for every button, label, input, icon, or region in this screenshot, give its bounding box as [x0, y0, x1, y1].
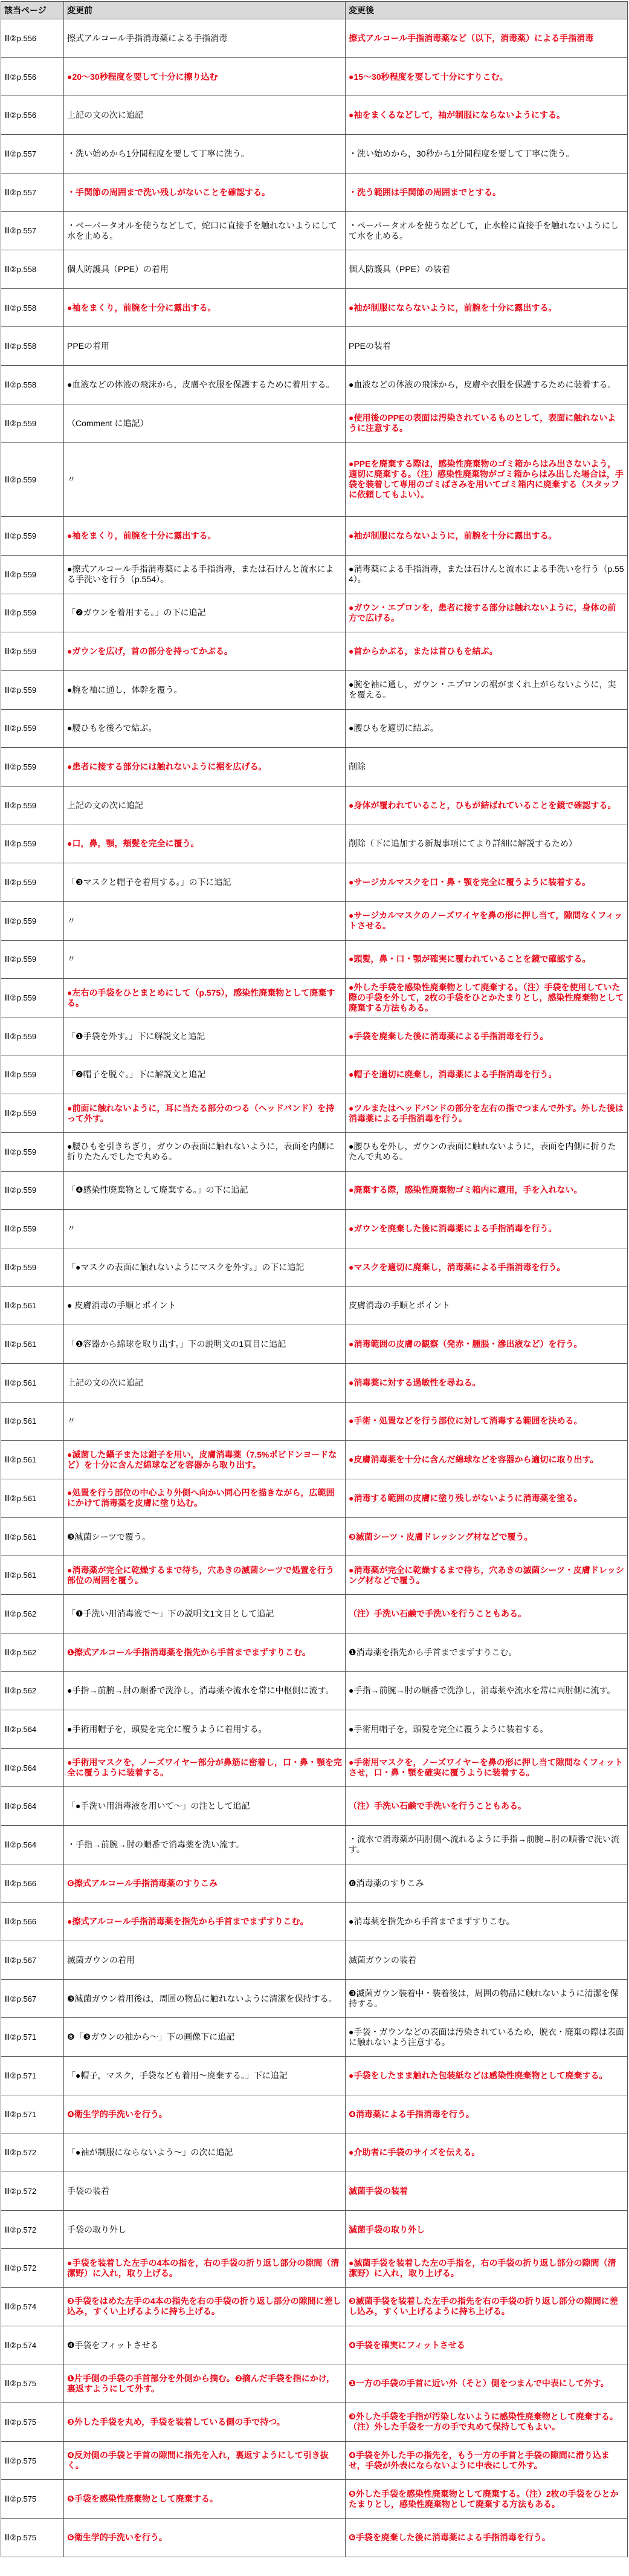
cell-after: （注）手洗い石鹸で手洗いを行うこともある。 [346, 1595, 628, 1634]
cell-page: Ⅲ②p.559 [1, 1210, 64, 1248]
cell-before: 〃 [64, 1402, 346, 1441]
cell-page: Ⅲ②p.564 [1, 1748, 64, 1787]
cell-before: 「❷帽子を脱ぐ。」下に解説文と追記 [64, 1056, 346, 1094]
cell-page: Ⅲ②p.559 [1, 1171, 64, 1210]
table-row [1, 670, 628, 709]
cell-before: ●手袋を装着した左手の4本の指を，右の手袋の折り返し部分の隙間（清潔野）に入れ，取り上げる。 [64, 2249, 346, 2288]
cell-before: ●腰ひもを引きちぎり，ガウンの表面に触れないように，表面を内側に折りたたんでしたで丸める。 [64, 1132, 346, 1171]
cell-page: Ⅲ②p.561 [1, 1517, 64, 1556]
cell-page: Ⅲ②p.559 [1, 940, 64, 979]
cell-after: ●血液などの体液の飛沫から，皮膚や衣服を保護するために装着する。 [346, 366, 628, 404]
cell-before: 「❶手洗い用消毒液で〜」下の説明文1文目として追記 [64, 1595, 346, 1634]
cell-after: （注）手洗い石鹸で手洗いを行うこともある。 [346, 1787, 628, 1826]
cell-after: PPEの装着 [346, 327, 628, 366]
cell-page: Ⅲ②p.559 [1, 1056, 64, 1094]
cell-after: ●PPEを廃棄する際は，感染性廃棄物のゴミ箱からはみ出さないよう，適切に廃棄する。（注）感染性廃棄物がゴミ箱からはみ出した場合は，手袋を装着して専用のゴミばさみを用いてゴミ箱内に廃棄する（スタッフに依頼してもよい）。 [346, 443, 628, 517]
cell-after: ・ペーパータオルを使うなどして，止水栓に直接手を触れないようにして水を止める。 [346, 212, 628, 250]
cell-page: Ⅲ②p.561 [1, 1441, 64, 1479]
cell-after: ❶一方の手袋の手首に近い外（そと）側をつまんで中表にして外す。 [346, 2364, 628, 2403]
cell-before: PPEの着用 [64, 327, 346, 366]
cell-before: ●処置を行う部位の中心より外側へ向かい同心円を描きながら，広範囲にかけて消毒薬を皮膚に塗り込む。 [64, 1479, 346, 1518]
cell-page: Ⅲ②p.564 [1, 1826, 64, 1864]
table-row [1, 1479, 628, 1518]
cell-page: Ⅲ②p.559 [1, 1017, 64, 1056]
cell-page: Ⅲ②p.559 [1, 748, 64, 787]
cell-before: ●前面に触れないように，耳に当たる部分のつる（ヘッドバンド）を持って外す。 [64, 1094, 346, 1133]
cell-after: ●廃棄する際，感染性廃棄物ゴミ箱内に適用，手を入れない。 [346, 1171, 628, 1210]
cell-page: Ⅲ②p.566 [1, 1903, 64, 1941]
table-row [1, 1248, 628, 1286]
cell-page: Ⅲ②p.571 [1, 2018, 64, 2057]
table-row [1, 2210, 628, 2249]
table-row [1, 2057, 628, 2095]
cell-after: ●手指→前腕→肘の順番で洗浄し，消毒薬や流水を常に両肘側に流す。 [346, 1672, 628, 1710]
cell-before: ❸外した手袋を丸め，手袋を装着している側の手で持つ。 [64, 2403, 346, 2442]
cell-before: ・手指→前腕→肘の順番で消毒薬を洗い流す。 [64, 1826, 346, 1864]
cell-before: ●滅菌した鑷子または鉗子を用い，皮膚消毒薬（7.5%ポビドンヨードなど）を十分に含んだ綿球などを容器から取り出す。 [64, 1441, 346, 1479]
table-row [1, 1941, 628, 1980]
cell-after: ❸滅菌シーツ・皮膚ドレッシング材などで覆う。 [346, 1517, 628, 1556]
table-row [1, 786, 628, 825]
table-row [1, 1787, 628, 1826]
table-row [1, 863, 628, 902]
cell-before: ●擦式アルコール手指消毒薬による手指消毒，または石けんと流水による手洗いを行う（p.554）。 [64, 555, 346, 594]
cell-after: ●ガウン・エプロンを，患者に接する部分は触れないように，身体の前方で広げる。 [346, 594, 628, 632]
cell-page: Ⅲ②p.561 [1, 1479, 64, 1518]
table-row [1, 1210, 628, 1248]
table-row [1, 288, 628, 327]
cell-after: ●腰ひもを外し，ガウンの表面に触れないように，表面を内側に折りたたんで丸める。 [346, 1132, 628, 1171]
cell-before: ●擦式アルコール手指消毒薬を指先から手首までまずすりこむ。 [64, 1903, 346, 1941]
cell-page: Ⅲ②p.558 [1, 250, 64, 289]
cell-after: ❻手袋を廃棄した後に消毒薬による手指消毒を行う。 [346, 2519, 628, 2557]
cell-before: ❸手袋をはめた左手の4本の指先を右の手袋の折り返し部分の隙間に差し込み，すくい上げるように持ち上げる。 [64, 2288, 346, 2326]
cell-after: ❸外した手袋を手指が汚染しないように感染性廃棄物として廃棄する。（注）外した手袋を一方の手で丸めて保持してもよい。 [346, 2403, 628, 2442]
cell-before: 「❹感染性廃棄物として廃棄する。」の下に追記 [64, 1171, 346, 1210]
table-row [1, 1094, 628, 1133]
cell-after: 滅菌手袋の装着 [346, 2172, 628, 2211]
cell-after: ・洗う範囲は手関節の周囲までとする。 [346, 173, 628, 212]
table-row [1, 1633, 628, 1672]
cell-page: Ⅲ②p.566 [1, 1864, 64, 1903]
cell-after: ●サージカルマスクのノーズワイヤを鼻の形に押し当て，隙間なくフィットさせる。 [346, 901, 628, 940]
table-row [1, 709, 628, 748]
table-row [1, 1864, 628, 1903]
cell-after: ●使用後のPPEの表面は汚染されているものとして，表面に触れないように注意する。 [346, 404, 628, 443]
cell-after: 擦式アルコール手指消毒薬など（以下，消毒薬）による手指消毒 [346, 19, 628, 58]
table-row [1, 1132, 628, 1171]
table-row [1, 979, 628, 1017]
table-row [1, 1363, 628, 1402]
cell-after: 皮膚消毒の手順とポイント [346, 1286, 628, 1325]
table-row [1, 555, 628, 594]
cell-page: Ⅲ②p.564 [1, 1787, 64, 1826]
table-row [1, 443, 628, 517]
table-row [1, 1325, 628, 1364]
cell-after: ●ガウンを廃棄した後に消毒薬による手指消毒を行う。 [346, 1210, 628, 1248]
cell-page: Ⅲ②p.559 [1, 979, 64, 1017]
cell-before: 上記の文の次に追記 [64, 96, 346, 135]
cell-before: ❽「❸ガウンの袖から〜」下の画像下に追記 [64, 2018, 346, 2057]
table-row [1, 2364, 628, 2403]
cell-after: ❶消毒薬を指先から手首までまずすりこむ。 [346, 1633, 628, 1672]
cell-before: 「❶手袋を外す。」下に解説文と追記 [64, 1017, 346, 1056]
cell-after: ●消毒薬に対する過敏性を尋ねる。 [346, 1363, 628, 1402]
header-page: 該当ページ [1, 2, 64, 19]
cell-page: Ⅲ②p.559 [1, 404, 64, 443]
table-row [1, 2095, 628, 2133]
cell-before: ●消毒薬が完全に乾燥するまで待ち，穴あきの滅菌シーツで処置を行う部位の周囲を覆う。 [64, 1556, 346, 1595]
table-row [1, 901, 628, 940]
cell-after: ●帽子を適切に廃棄し，消毒薬による手指消毒を行う。 [346, 1056, 628, 1094]
cell-before: ❸滅菌シーツで覆う。 [64, 1517, 346, 1556]
cell-before: ● 皮膚消毒の手順とポイント [64, 1286, 346, 1325]
cell-page: Ⅲ②p.562 [1, 1672, 64, 1710]
cell-after: ●袖をまくるなどして，袖が制服にならないようにする。 [346, 96, 628, 135]
cell-page: Ⅲ②p.575 [1, 2441, 64, 2480]
cell-before: ❹手袋をフィットさせる [64, 2326, 346, 2364]
cell-after: ❹手袋を外した手の指先を，もう一方の手首と手袋の隙間に滑り込ませ，手袋が外表にならないように中表にして外す。 [346, 2441, 628, 2480]
table-row [1, 1710, 628, 1749]
cell-after: ●腕を袖に通し，ガウン・エプロンの裾がまくれ上がらないように，実を覆える。 [346, 670, 628, 709]
header-row [1, 2, 628, 19]
cell-after: ●外した手袋を感染性廃棄物として廃棄する。（注）手袋を使用していた際の手袋を外して，2枚の手袋をひとかたまりとし，感染性廃棄物として廃棄する方法もある。 [346, 979, 628, 1017]
cell-before: ❹反対側の手袋と手首の隙間に指先を入れ，裏返すようにして引き抜く。 [64, 2441, 346, 2480]
cell-page: Ⅲ②p.572 [1, 2133, 64, 2172]
cell-after: ●頭髪，鼻・口・顎が確実に覆われていることを鏡で確認する。 [346, 940, 628, 979]
cell-after: ●袖が制服にならないように，前腕を十分に露出する。 [346, 288, 628, 327]
cell-page: Ⅲ②p.558 [1, 327, 64, 366]
cell-after: ●首からかぶる，または首ひもを結ぶ。 [346, 632, 628, 671]
cell-page: Ⅲ②p.567 [1, 1941, 64, 1980]
cell-page: Ⅲ②p.556 [1, 96, 64, 135]
cell-before: ❶擦式アルコール手指消毒薬を指先から手首までまずすりこむ。 [64, 1633, 346, 1672]
table-row [1, 1979, 628, 2018]
cell-after: ●手術用帽子を，頭髪を完全に覆うように装着する。 [346, 1710, 628, 1749]
cell-before: 滅菌ガウンの着用 [64, 1941, 346, 1980]
cell-before: 〃 [64, 940, 346, 979]
cell-page: Ⅲ②p.572 [1, 2172, 64, 2211]
cell-after: 滅菌手袋の取り外し [346, 2210, 628, 2249]
cell-page: Ⅲ②p.562 [1, 1595, 64, 1634]
cell-page: Ⅲ②p.559 [1, 1248, 64, 1286]
cell-page: Ⅲ②p.561 [1, 1286, 64, 1325]
cell-after: ・流水で消毒薬が両肘側へ流れるように手指→前腕→肘の順番で洗い流す。 [346, 1826, 628, 1864]
errata-table [1, 1, 628, 2557]
cell-page: Ⅲ②p.561 [1, 1402, 64, 1441]
cell-before: ●左右の手袋をひとまとめにして（p.575），感染性廃棄物として廃棄する。 [64, 979, 346, 1017]
table-row [1, 825, 628, 863]
header-after: 変更後 [346, 2, 628, 19]
cell-page: Ⅲ②p.561 [1, 1325, 64, 1364]
table-row [1, 366, 628, 404]
table-row [1, 250, 628, 289]
cell-before: ●患者に接する部分には触れないように裾を広げる。 [64, 748, 346, 787]
cell-before: ●腕を袖に通し，体幹を覆う。 [64, 670, 346, 709]
table-row [1, 632, 628, 671]
table-row [1, 517, 628, 556]
table-row [1, 1903, 628, 1941]
cell-after: ●ツルまたはヘッドバンドの部分を左右の指でつまんで外す。外した後は消毒薬による手指消毒を行う。 [346, 1094, 628, 1133]
cell-page: Ⅲ②p.559 [1, 1094, 64, 1133]
cell-after: ❹手袋を確実にフィットさせる [346, 2326, 628, 2364]
cell-page: Ⅲ②p.574 [1, 2288, 64, 2326]
cell-page: Ⅲ②p.557 [1, 173, 64, 212]
cell-after: ●サージカルマスクを口・鼻・顎を完全に覆うように装着する。 [346, 863, 628, 902]
cell-before: 〃 [64, 1210, 346, 1248]
cell-page: Ⅲ②p.572 [1, 2249, 64, 2288]
cell-page: Ⅲ②p.559 [1, 786, 64, 825]
cell-before: 〃 [64, 901, 346, 940]
table-row [1, 135, 628, 174]
cell-page: Ⅲ②p.575 [1, 2519, 64, 2557]
cell-before: 擦式アルコール手指消毒薬による手指消毒 [64, 19, 346, 58]
cell-page: Ⅲ②p.559 [1, 443, 64, 517]
table-row [1, 2288, 628, 2326]
cell-page: Ⅲ②p.559 [1, 901, 64, 940]
cell-page: Ⅲ②p.559 [1, 594, 64, 632]
cell-before: 「❸マスクと帽子を着用する。」の下に追記 [64, 863, 346, 902]
cell-before: ●手術用マスクを，ノーズワイヤー部分が鼻筋に密着し，口・鼻・顎を完全に覆うように装着する。 [64, 1748, 346, 1787]
table-row [1, 2403, 628, 2442]
cell-page: Ⅲ②p.575 [1, 2403, 64, 2442]
table-row [1, 96, 628, 135]
cell-after: ●消毒薬による手指消毒，または石けんと流水による手洗いを行う（p.554）。 [346, 555, 628, 594]
table-row [1, 1056, 628, 1094]
table-row [1, 327, 628, 366]
errata-rows [1, 19, 628, 2557]
cell-after: ・洗い始めから，30秒から1分間程度を要して丁寧に洗う。 [346, 135, 628, 174]
table-row [1, 1171, 628, 1210]
cell-before: 「●マスクの表面に触れないようにマスクを外す。」の下に追記 [64, 1248, 346, 1286]
cell-page: Ⅲ②p.557 [1, 135, 64, 174]
cell-page: Ⅲ②p.571 [1, 2095, 64, 2133]
cell-page: Ⅲ②p.572 [1, 2210, 64, 2249]
table-row [1, 594, 628, 632]
cell-before: ・ペーパータオルを使うなどして，蛇口に直接手を触れないようにして水を止める。 [64, 212, 346, 250]
cell-before: ●口，鼻，顎，頬髪を完全に覆う。 [64, 825, 346, 863]
cell-after: ●手術・処置などを行う部位に対して消毒する範囲を決める。 [346, 1402, 628, 1441]
cell-page: Ⅲ②p.561 [1, 1556, 64, 1595]
cell-page: Ⅲ②p.556 [1, 57, 64, 96]
cell-after: 個人防護具（PPE）の装着 [346, 250, 628, 289]
cell-page: Ⅲ②p.557 [1, 212, 64, 250]
cell-before: 「❶容器から綿球を取り出す。」下の説明文の1頁目に追記 [64, 1325, 346, 1364]
cell-before: ●袖をまくり，前腕を十分に露出する。 [64, 288, 346, 327]
cell-before: ●手指→前腕→肘の順番で洗浄し，消毒薬や流水を常に中枢側に流す。 [64, 1672, 346, 1710]
cell-page: Ⅲ②p.559 [1, 517, 64, 556]
cell-after: ●消毒範囲の皮膚の観察（発赤・腫脹・滲出液など）を行う。 [346, 1325, 628, 1364]
table-row [1, 2133, 628, 2172]
table-row [1, 404, 628, 443]
cell-before: ❹衛生学的手洗いを行う。 [64, 2095, 346, 2133]
table-row [1, 1595, 628, 1634]
table-row [1, 19, 628, 58]
cell-before: ●血液などの体液の飛沫から，皮膚や衣服を保護するために着用する。 [64, 366, 346, 404]
header-before: 変更前 [64, 2, 346, 19]
cell-before: 〃 [64, 443, 346, 517]
cell-page: Ⅲ②p.574 [1, 2326, 64, 2364]
cell-before: ●20〜30秒程度を要して十分に擦り込む [64, 57, 346, 96]
cell-before: 「❷ガウンを着用する。」の下に追記 [64, 594, 346, 632]
cell-after: ●手袋を廃棄した後に消毒薬による手指消毒を行う。 [346, 1017, 628, 1056]
cell-page: Ⅲ②p.561 [1, 1363, 64, 1402]
cell-page: Ⅲ②p.567 [1, 1979, 64, 2018]
cell-before: 個人防護具（PPE）の着用 [64, 250, 346, 289]
table-row [1, 173, 628, 212]
cell-before: 手袋の取り外し [64, 2210, 346, 2249]
cell-after: ❻消毒薬のすりこみ [346, 1864, 628, 1903]
cell-after: ●腰ひもを適切に結ぶ。 [346, 709, 628, 748]
cell-before: ●腰ひもを後ろで結ぶ。 [64, 709, 346, 748]
cell-before: ●袖をまくり，前腕を十分に露出する。 [64, 517, 346, 556]
cell-before: ●ガウンを広げ，首の部分を持ってかぶる。 [64, 632, 346, 671]
cell-page: Ⅲ②p.559 [1, 1132, 64, 1171]
cell-page: Ⅲ②p.559 [1, 670, 64, 709]
cell-page: Ⅲ②p.571 [1, 2057, 64, 2095]
cell-page: Ⅲ②p.575 [1, 2480, 64, 2519]
cell-before: 「●袖が制服にならないよう〜」の次に追記 [64, 2133, 346, 2172]
table-row [1, 2326, 628, 2364]
cell-page: Ⅲ②p.559 [1, 863, 64, 902]
table-row [1, 57, 628, 96]
table-row [1, 2172, 628, 2211]
table-row [1, 1748, 628, 1787]
table-row [1, 1556, 628, 1595]
cell-after: ❹消毒薬による手指消毒を行う。 [346, 2095, 628, 2133]
table-row [1, 1402, 628, 1441]
cell-after: 滅菌ガウンの装着 [346, 1941, 628, 1980]
table-row [1, 1017, 628, 1056]
cell-after: ●15〜30秒程度を要して十分にすりこむ。 [346, 57, 628, 96]
cell-page: Ⅲ②p.562 [1, 1633, 64, 1672]
table-row [1, 2441, 628, 2480]
table-row [1, 2249, 628, 2288]
cell-before: ❶片手側の手袋の手首部分を外側から摘む。❷摘んだ手袋を指にかけ，裏返すようにして外す。 [64, 2364, 346, 2403]
cell-page: Ⅲ②p.575 [1, 2364, 64, 2403]
cell-page: Ⅲ②p.564 [1, 1710, 64, 1749]
cell-before: （Comment に追記） [64, 404, 346, 443]
cell-after: ●消毒する範囲の皮膚に塗り残しがないように消毒薬を塗る。 [346, 1479, 628, 1518]
table-row [1, 1517, 628, 1556]
table-row [1, 748, 628, 787]
cell-after: ●滅菌手袋を装着した左の手指を，右の手袋の折り返し部分の隙間（清潔野）に入れ，取り上げる。 [346, 2249, 628, 2288]
cell-after: ●消毒薬が完全に乾燥するまで待ち，穴あきの滅菌シーツ・皮膚ドレッシング材などで覆う。 [346, 1556, 628, 1595]
cell-after: 削除（下に追加する新規事項にてより詳細に解説するため） [346, 825, 628, 863]
cell-before: ❻擦式アルコール手指消毒薬のすりこみ [64, 1864, 346, 1903]
table-row [1, 212, 628, 250]
cell-after: ❸滅菌ガウン装着中・装着後は，周囲の物品に触れないように清潔を保持する。 [346, 1979, 628, 2018]
cell-before: ●手術用帽子を，頭髪を完全に覆うように着用する。 [64, 1710, 346, 1749]
table-row [1, 940, 628, 979]
table-row [1, 1672, 628, 1710]
cell-after: ●手術用マスクを，ノーズワイヤーを鼻の形に押し当て隙間なくフィットさせ，口・鼻・顎を確実に覆うように装着する。 [346, 1748, 628, 1787]
table-row [1, 1826, 628, 1864]
cell-after: ●手袋・ガウンなどの表面は汚染されているため，脱衣・廃棄の際は表面に触れないよう注意する。 [346, 2018, 628, 2057]
cell-before: 「●手洗い用消毒液を用いて〜」の注として追記 [64, 1787, 346, 1826]
cell-after: ❸滅菌手袋を装着した左手の指先を右の手袋の折り返し部分の隙間に差し込み，すくい上げるように持ち上げる。 [346, 2288, 628, 2326]
cell-page: Ⅲ②p.559 [1, 709, 64, 748]
cell-page: Ⅲ②p.559 [1, 555, 64, 594]
cell-page: Ⅲ②p.559 [1, 825, 64, 863]
cell-after: ❺外した手袋を感染性廃棄物として廃棄する。（注）2枚の手袋をひとかたまりとし，感染性廃棄物として廃棄する方法もある。 [346, 2480, 628, 2519]
cell-after: ●介助者に手袋のサイズを伝える。 [346, 2133, 628, 2172]
cell-page: Ⅲ②p.556 [1, 19, 64, 58]
cell-page: Ⅲ②p.558 [1, 366, 64, 404]
table-row [1, 1441, 628, 1479]
table-row [1, 2519, 628, 2557]
table-row [1, 2018, 628, 2057]
cell-before: 上記の文の次に追記 [64, 786, 346, 825]
cell-after: ●袖が制服にならないように，前腕を十分に露出する。 [346, 517, 628, 556]
cell-before: 上記の文の次に追記 [64, 1363, 346, 1402]
table-row [1, 1286, 628, 1325]
cell-after: ●皮膚消毒薬を十分に含んだ綿球などを容器から適切に取り出す。 [346, 1441, 628, 1479]
cell-after: ●手袋をしたまま触れた包装紙などは感染性廃棄物として廃棄する。 [346, 2057, 628, 2095]
cell-after: ●身体が覆われていること，ひもが結ばれていることを鏡で確認する。 [346, 786, 628, 825]
cell-before: ・洗い始めから1分間程度を要して丁寧に洗う。 [64, 135, 346, 174]
cell-before: ❻衛生学的手洗いを行う。 [64, 2519, 346, 2557]
cell-page: Ⅲ②p.559 [1, 632, 64, 671]
cell-before: 「●帽子，マスク，手袋なども着用〜廃棄する。」下に追記 [64, 2057, 346, 2095]
cell-before: ❸滅菌ガウン着用後は，周囲の物品に触れないように清潔を保持する。 [64, 1979, 346, 2018]
table-row [1, 2480, 628, 2519]
cell-after: ●消毒薬を指先から手首までまずすりこむ。 [346, 1903, 628, 1941]
cell-before: ・手関節の周囲まで洗い残しがないことを確認する。 [64, 173, 346, 212]
cell-before: ❺手袋を感染性廃棄物として廃棄する。 [64, 2480, 346, 2519]
cell-after: 削除 [346, 748, 628, 787]
cell-page: Ⅲ②p.558 [1, 288, 64, 327]
cell-after: ●マスクを適切に廃棄し，消毒薬による手指消毒を行う。 [346, 1248, 628, 1286]
cell-before: 手袋の装着 [64, 2172, 346, 2211]
